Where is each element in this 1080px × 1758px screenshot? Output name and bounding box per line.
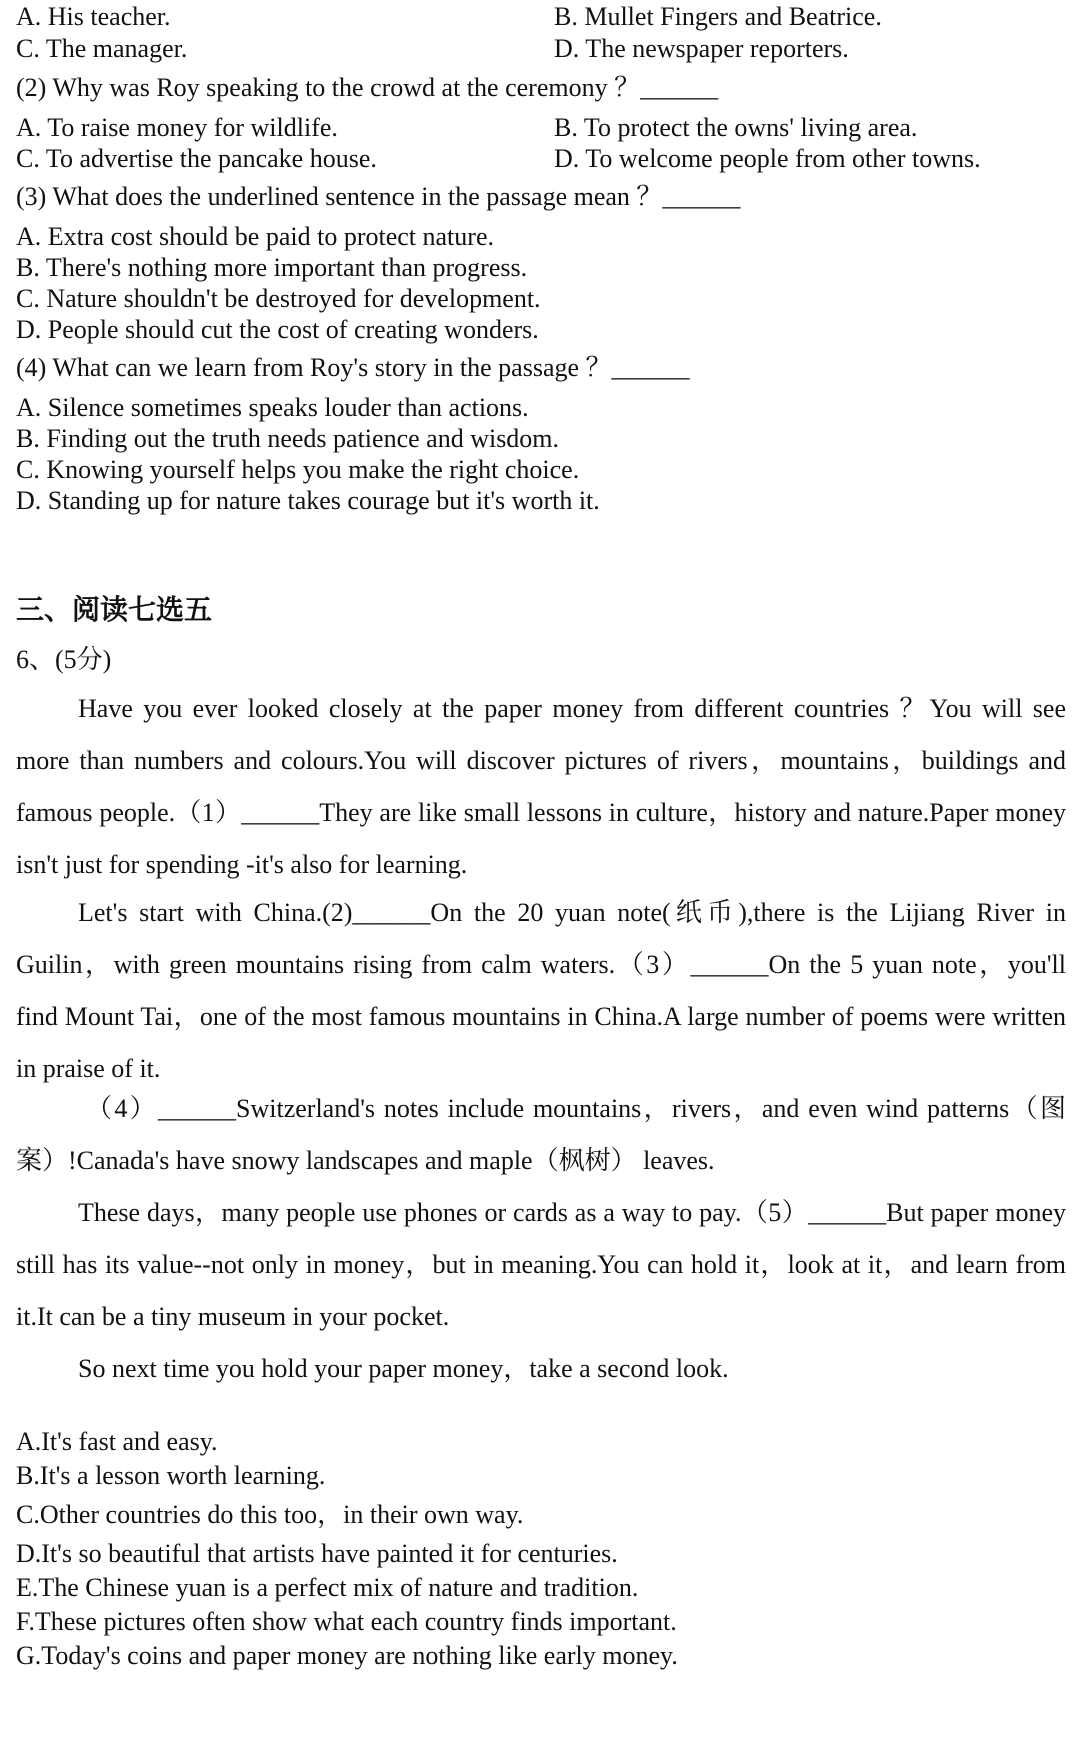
- q3-stem: (3) What does the underlined sentence in the passage mean ？______: [16, 182, 741, 211]
- q3-option-d: D. People should cut the cost of creating wonders.: [16, 315, 539, 344]
- q1-option-a: A. His teacher.: [16, 2, 171, 31]
- exam-page: [16, 0, 1066, 1673]
- choice-d: D.It's so beautiful that artists have painted it for centuries.: [16, 1539, 618, 1568]
- q2-option-c: C. To advertise the pancake house.: [16, 144, 377, 173]
- q3-option-a: A. Extra cost should be paid to protect nature.: [16, 222, 494, 251]
- choice-f: F.These pictures often show what each country finds important.: [16, 1607, 677, 1636]
- passage-paragraph-4: These days，many people use phones or cards as a way to pay.（5）______But paper money still has its value--not only in money，but in meaning.You can hold it，look at it，and learn from it.It can be a tiny museum in your pocket.: [16, 1198, 1066, 1331]
- passage: [16, 683, 1066, 1395]
- q3-option-b: B. There's nothing more important than progress.: [16, 253, 528, 282]
- q3-options: [16, 219, 1066, 347]
- q4-option-c: C. Knowing yourself helps you make the right choice.: [16, 455, 580, 484]
- passage-paragraph-2: Let's start with China.(2)______On the 20 yuan note(纸币),there is the Lijiang River in Guilin，with green mountains rising from calm waters.（3）______On the 5 yuan note，you'll find Mount Tai，one of the most famous mountains in China.A large number of poems were written in praise of it.: [16, 898, 1066, 1083]
- q4-option-b: B. Finding out the truth needs patience and wisdom.: [16, 424, 560, 453]
- q1-option-b: B. Mullet Fingers and Beatrice.: [554, 2, 882, 31]
- section-heading: 三、阅读七选五: [16, 593, 213, 626]
- q1-options-row-2: [16, 31, 1066, 66]
- q4-option-d: D. Standing up for nature takes courage but it's worth it.: [16, 486, 600, 515]
- q1-option-c: C. The manager.: [16, 34, 188, 63]
- choice-b: B.It's a lesson worth learning.: [16, 1461, 326, 1490]
- choice-a: A.It's fast and easy.: [16, 1427, 218, 1456]
- choice-e: E.The Chinese yuan is a perfect mix of nature and tradition.: [16, 1573, 639, 1602]
- q4-options: [16, 390, 1066, 518]
- q1-options-row-1: [16, 0, 1066, 34]
- answer-choices: [16, 1425, 1066, 1673]
- q2-option-a: A. To raise money for wildlife.: [16, 113, 338, 142]
- q2-stem: (2) Why was Roy speaking to the crowd at the ceremony ？______: [16, 73, 719, 102]
- passage-paragraph-3: （4）______Switzerland's notes include mountains，rivers，and even wind patterns（图案）!Canada's have snowy landscapes and maple（枫树） leaves.: [16, 1094, 1066, 1175]
- q4-option-a: A. Silence sometimes speaks louder than actions.: [16, 393, 529, 422]
- q4-stem: (4) What can we learn from Roy's story in the passage ？______: [16, 353, 690, 382]
- choice-g: G.Today's coins and paper money are nothing like early money.: [16, 1641, 678, 1670]
- question-number: 6、(5分): [16, 645, 112, 674]
- passage-paragraph-1: Have you ever looked closely at the paper money from different countries ？You will see more than numbers and colours.You will discover pictures of rivers，mountains，buildings and famous people.（1）______They are like small lessons in culture，history and nature.Paper money isn't just for spending -it's also for learning.: [16, 694, 1066, 879]
- choice-c: C.Other countries do this too，in their own way.: [16, 1500, 524, 1529]
- passage-paragraph-5: So next time you hold your paper money，take a second look.: [78, 1354, 729, 1383]
- q2-options-row-1: [16, 110, 1066, 145]
- q2-option-d: D. To welcome people from other towns.: [554, 144, 981, 173]
- q3-option-c: C. Nature shouldn't be destroyed for development.: [16, 284, 541, 313]
- q2-option-b: B. To protect the owns' living area.: [554, 113, 918, 142]
- q1-option-d: D. The newspaper reporters.: [554, 34, 849, 63]
- q2-options-row-2: [16, 141, 1066, 176]
